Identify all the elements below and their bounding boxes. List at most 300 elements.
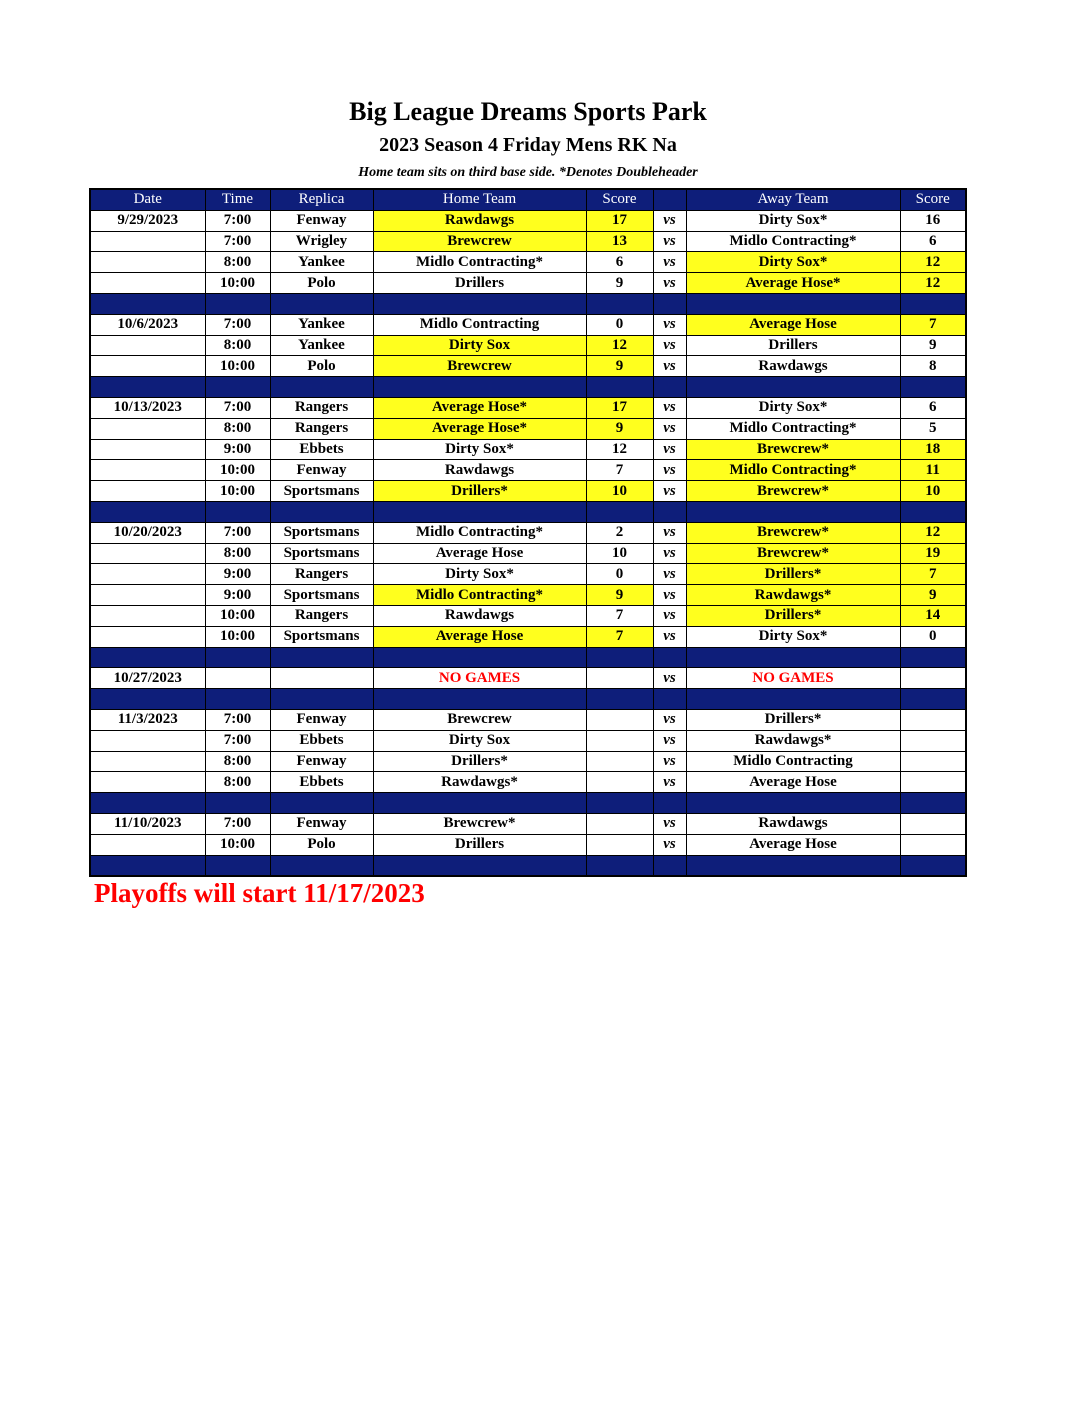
table-row <box>90 439 966 460</box>
home-score-cell: 9 <box>586 356 653 377</box>
home-score-cell: 6 <box>586 252 653 273</box>
vs-cell: vs <box>653 834 686 855</box>
replica-cell: Polo <box>270 273 373 294</box>
home-team-cell: Drillers* <box>373 751 586 772</box>
separator-cell <box>900 647 966 668</box>
away-team-cell: Dirty Sox* <box>686 210 900 231</box>
away-team-cell: Rawdawgs* <box>686 585 900 606</box>
vs-cell: vs <box>653 231 686 252</box>
home-team-cell: Average Hose* <box>373 418 586 439</box>
table-row <box>90 564 966 585</box>
separator-cell <box>205 855 270 876</box>
away-team-cell: NO GAMES <box>686 668 900 689</box>
table-row <box>90 626 966 647</box>
date-cell <box>90 252 205 273</box>
vs-cell: vs <box>653 564 686 585</box>
date-cell: 10/27/2023 <box>90 668 205 689</box>
table-row <box>90 751 966 772</box>
page-subtitle: 2023 Season 4 Friday Mens RK Na <box>379 134 677 156</box>
table-row <box>90 668 966 689</box>
playoffs-notice: Playoffs will start 11/17/2023 <box>94 878 425 908</box>
separator-cell <box>586 501 653 522</box>
separator-cell <box>900 793 966 814</box>
date-cell <box>90 605 205 626</box>
separator-cell <box>373 689 586 710</box>
replica-cell: Rangers <box>270 418 373 439</box>
replica-cell: Wrigley <box>270 231 373 252</box>
separator-cell <box>270 855 373 876</box>
table-row <box>90 605 966 626</box>
home-team-cell: NO GAMES <box>373 668 586 689</box>
table-row <box>90 543 966 564</box>
home-score-cell <box>586 772 653 793</box>
page-title: Big League Dreams Sports Park <box>349 97 707 126</box>
separator-cell <box>686 501 900 522</box>
time-cell: 10:00 <box>205 481 270 502</box>
replica-cell: Fenway <box>270 709 373 730</box>
home-score-cell: 12 <box>586 335 653 356</box>
separator-cell <box>900 377 966 398</box>
replica-cell: Rangers <box>270 605 373 626</box>
replica-cell: Fenway <box>270 460 373 481</box>
separator-cell <box>900 501 966 522</box>
separator-cell <box>205 689 270 710</box>
date-cell <box>90 834 205 855</box>
separator-cell <box>586 855 653 876</box>
table-row <box>90 397 966 418</box>
date-cell: 11/10/2023 <box>90 813 205 834</box>
home-team-cell: Dirty Sox* <box>373 439 586 460</box>
separator-cell <box>686 689 900 710</box>
home-score-cell: 7 <box>586 460 653 481</box>
table-header-row <box>90 189 966 210</box>
vs-cell: vs <box>653 543 686 564</box>
separator-cell <box>686 855 900 876</box>
home-score-cell: 9 <box>586 273 653 294</box>
home-score-cell <box>586 813 653 834</box>
separator-cell <box>270 689 373 710</box>
time-cell: 7:00 <box>205 522 270 543</box>
home-team-cell: Midlo Contracting* <box>373 252 586 273</box>
date-cell <box>90 730 205 751</box>
week-separator <box>90 793 966 814</box>
away-team-cell: Rawdawgs* <box>686 730 900 751</box>
table-row <box>90 460 966 481</box>
replica-cell: Sportsmans <box>270 543 373 564</box>
away-score-cell <box>900 730 966 751</box>
home-team-cell: Drillers <box>373 273 586 294</box>
schedule-table <box>89 188 967 877</box>
schedule-body <box>90 210 966 876</box>
home-score-cell <box>586 668 653 689</box>
away-team-cell: Midlo Contracting* <box>686 418 900 439</box>
week-separator <box>90 689 966 710</box>
week-separator <box>90 855 966 876</box>
table-row <box>90 834 966 855</box>
home-team-cell: Rawdawgs <box>373 605 586 626</box>
table-row <box>90 481 966 502</box>
table-row <box>90 231 966 252</box>
home-score-cell: 7 <box>586 626 653 647</box>
time-cell: 8:00 <box>205 543 270 564</box>
away-score-cell: 9 <box>900 335 966 356</box>
away-score-cell: 8 <box>900 356 966 377</box>
separator-cell <box>205 501 270 522</box>
time-cell: 10:00 <box>205 626 270 647</box>
date-cell <box>90 585 205 606</box>
replica-cell: Fenway <box>270 751 373 772</box>
home-team-cell: Dirty Sox <box>373 730 586 751</box>
home-team-cell: Midlo Contracting* <box>373 585 586 606</box>
home-score-cell: 17 <box>586 397 653 418</box>
table-row <box>90 813 966 834</box>
away-team-cell: Rawdawgs <box>686 356 900 377</box>
away-score-cell: 18 <box>900 439 966 460</box>
vs-cell: vs <box>653 397 686 418</box>
away-team-cell: Midlo Contracting <box>686 751 900 772</box>
home-team-cell: Drillers* <box>373 481 586 502</box>
away-score-cell: 14 <box>900 605 966 626</box>
separator-cell <box>90 689 205 710</box>
separator-cell <box>653 377 686 398</box>
away-team-cell: Average Hose <box>686 834 900 855</box>
col-away-team: Away Team <box>686 189 900 210</box>
separator-cell <box>586 793 653 814</box>
col-date: Date <box>90 189 205 210</box>
separator-cell <box>900 855 966 876</box>
away-team-cell: Drillers* <box>686 605 900 626</box>
separator-cell <box>270 501 373 522</box>
time-cell: 10:00 <box>205 605 270 626</box>
time-cell: 7:00 <box>205 813 270 834</box>
week-separator <box>90 377 966 398</box>
home-score-cell: 0 <box>586 314 653 335</box>
home-team-cell: Dirty Sox <box>373 335 586 356</box>
home-team-cell: Average Hose <box>373 626 586 647</box>
time-cell: 8:00 <box>205 335 270 356</box>
vs-cell: vs <box>653 709 686 730</box>
week-separator <box>90 293 966 314</box>
away-score-cell: 12 <box>900 252 966 273</box>
separator-cell <box>653 647 686 668</box>
separator-cell <box>900 689 966 710</box>
date-cell <box>90 231 205 252</box>
date-cell: 9/29/2023 <box>90 210 205 231</box>
time-cell: 8:00 <box>205 751 270 772</box>
table-row <box>90 418 966 439</box>
time-cell: 7:00 <box>205 314 270 335</box>
separator-cell <box>653 293 686 314</box>
replica-cell: Sportsmans <box>270 522 373 543</box>
away-team-cell: Brewcrew* <box>686 543 900 564</box>
home-team-cell: Brewcrew <box>373 231 586 252</box>
vs-cell: vs <box>653 356 686 377</box>
date-cell <box>90 356 205 377</box>
date-cell: 11/3/2023 <box>90 709 205 730</box>
home-team-cell: Midlo Contracting* <box>373 522 586 543</box>
table-row <box>90 709 966 730</box>
away-score-cell: 7 <box>900 564 966 585</box>
separator-cell <box>373 377 586 398</box>
home-team-cell: Average Hose <box>373 543 586 564</box>
home-team-cell: Rawdawgs <box>373 460 586 481</box>
home-score-cell: 0 <box>586 564 653 585</box>
separator-cell <box>653 793 686 814</box>
time-cell: 8:00 <box>205 772 270 793</box>
separator-cell <box>653 689 686 710</box>
table-row <box>90 252 966 273</box>
away-score-cell: 9 <box>900 585 966 606</box>
home-score-cell: 7 <box>586 605 653 626</box>
replica-cell: Fenway <box>270 210 373 231</box>
replica-cell: Sportsmans <box>270 626 373 647</box>
week-separator <box>90 647 966 668</box>
vs-cell: vs <box>653 460 686 481</box>
vs-cell: vs <box>653 626 686 647</box>
vs-cell: vs <box>653 668 686 689</box>
away-team-cell: Midlo Contracting* <box>686 460 900 481</box>
away-team-cell: Dirty Sox* <box>686 626 900 647</box>
separator-cell <box>270 793 373 814</box>
replica-cell: Polo <box>270 356 373 377</box>
col-away-score: Score <box>900 189 966 210</box>
table-row <box>90 335 966 356</box>
separator-cell <box>586 293 653 314</box>
separator-cell <box>686 793 900 814</box>
time-cell: 10:00 <box>205 273 270 294</box>
away-score-cell: 7 <box>900 314 966 335</box>
date-cell <box>90 439 205 460</box>
home-score-cell: 10 <box>586 481 653 502</box>
replica-cell: Yankee <box>270 252 373 273</box>
date-cell <box>90 564 205 585</box>
table-row <box>90 356 966 377</box>
home-team-cell: Average Hose* <box>373 397 586 418</box>
away-team-cell: Average Hose <box>686 772 900 793</box>
vs-cell: vs <box>653 252 686 273</box>
away-team-cell: Drillers <box>686 335 900 356</box>
separator-cell <box>373 855 586 876</box>
away-team-cell: Dirty Sox* <box>686 397 900 418</box>
home-team-cell: Brewcrew <box>373 709 586 730</box>
home-team-cell: Brewcrew* <box>373 813 586 834</box>
separator-cell <box>90 855 205 876</box>
away-score-cell: 10 <box>900 481 966 502</box>
vs-cell: vs <box>653 314 686 335</box>
date-cell: 10/6/2023 <box>90 314 205 335</box>
time-cell: 10:00 <box>205 460 270 481</box>
replica-cell: Yankee <box>270 314 373 335</box>
away-team-cell: Average Hose* <box>686 273 900 294</box>
separator-cell <box>686 647 900 668</box>
vs-cell: vs <box>653 813 686 834</box>
separator-cell <box>90 293 205 314</box>
date-cell <box>90 273 205 294</box>
replica-cell: Yankee <box>270 335 373 356</box>
home-score-cell: 10 <box>586 543 653 564</box>
away-score-cell <box>900 709 966 730</box>
away-team-cell: Brewcrew* <box>686 439 900 460</box>
away-score-cell <box>900 668 966 689</box>
vs-cell: vs <box>653 585 686 606</box>
separator-cell <box>373 793 586 814</box>
replica-cell: Ebbets <box>270 730 373 751</box>
home-score-cell: 9 <box>586 585 653 606</box>
vs-cell: vs <box>653 273 686 294</box>
separator-cell <box>205 647 270 668</box>
date-cell <box>90 418 205 439</box>
separator-cell <box>90 501 205 522</box>
table-row <box>90 210 966 231</box>
away-score-cell: 0 <box>900 626 966 647</box>
home-score-cell: 13 <box>586 231 653 252</box>
time-cell <box>205 668 270 689</box>
vs-cell: vs <box>653 730 686 751</box>
separator-cell <box>586 689 653 710</box>
vs-cell: vs <box>653 605 686 626</box>
time-cell: 8:00 <box>205 252 270 273</box>
away-score-cell: 11 <box>900 460 966 481</box>
table-row <box>90 772 966 793</box>
away-score-cell: 6 <box>900 397 966 418</box>
col-replica: Replica <box>270 189 373 210</box>
replica-cell <box>270 668 373 689</box>
vs-cell: vs <box>653 772 686 793</box>
separator-cell <box>90 377 205 398</box>
away-team-cell: Average Hose <box>686 314 900 335</box>
date-cell <box>90 751 205 772</box>
table-row <box>90 522 966 543</box>
date-cell: 10/20/2023 <box>90 522 205 543</box>
time-cell: 8:00 <box>205 418 270 439</box>
table-row <box>90 585 966 606</box>
vs-cell: vs <box>653 210 686 231</box>
replica-cell: Sportsmans <box>270 481 373 502</box>
away-team-cell: Midlo Contracting* <box>686 231 900 252</box>
away-score-cell: 5 <box>900 418 966 439</box>
vs-cell: vs <box>653 481 686 502</box>
away-score-cell: 12 <box>900 522 966 543</box>
away-score-cell <box>900 751 966 772</box>
date-cell <box>90 543 205 564</box>
col-time: Time <box>205 189 270 210</box>
home-score-cell: 9 <box>586 418 653 439</box>
separator-cell <box>90 647 205 668</box>
col-home-team: Home Team <box>373 189 586 210</box>
away-team-cell: Rawdawgs <box>686 813 900 834</box>
date-cell <box>90 335 205 356</box>
vs-cell: vs <box>653 522 686 543</box>
away-team-cell: Brewcrew* <box>686 522 900 543</box>
date-cell <box>90 460 205 481</box>
separator-cell <box>373 501 586 522</box>
separator-cell <box>900 293 966 314</box>
separator-cell <box>586 377 653 398</box>
away-score-cell: 12 <box>900 273 966 294</box>
away-score-cell <box>900 772 966 793</box>
separator-cell <box>205 793 270 814</box>
home-score-cell: 17 <box>586 210 653 231</box>
separator-cell <box>373 293 586 314</box>
away-team-cell: Dirty Sox* <box>686 252 900 273</box>
replica-cell: Ebbets <box>270 439 373 460</box>
replica-cell: Rangers <box>270 564 373 585</box>
col-home-score: Score <box>586 189 653 210</box>
time-cell: 9:00 <box>205 439 270 460</box>
home-score-cell <box>586 730 653 751</box>
date-cell: 10/13/2023 <box>90 397 205 418</box>
away-score-cell <box>900 834 966 855</box>
separator-cell <box>270 293 373 314</box>
vs-cell: vs <box>653 335 686 356</box>
away-score-cell: 6 <box>900 231 966 252</box>
separator-cell <box>270 377 373 398</box>
replica-cell: Rangers <box>270 397 373 418</box>
week-separator <box>90 501 966 522</box>
date-cell <box>90 772 205 793</box>
separator-cell <box>205 377 270 398</box>
away-score-cell <box>900 813 966 834</box>
separator-cell <box>373 647 586 668</box>
time-cell: 7:00 <box>205 709 270 730</box>
vs-cell: vs <box>653 418 686 439</box>
separator-cell <box>205 293 270 314</box>
date-cell <box>90 481 205 502</box>
table-row <box>90 314 966 335</box>
date-cell <box>90 626 205 647</box>
vs-cell: vs <box>653 751 686 772</box>
table-row <box>90 730 966 751</box>
separator-cell <box>686 293 900 314</box>
away-score-cell: 16 <box>900 210 966 231</box>
away-team-cell: Drillers* <box>686 564 900 585</box>
home-score-cell: 12 <box>586 439 653 460</box>
time-cell: 7:00 <box>205 730 270 751</box>
time-cell: 10:00 <box>205 834 270 855</box>
time-cell: 10:00 <box>205 356 270 377</box>
separator-cell <box>686 377 900 398</box>
vs-cell: vs <box>653 439 686 460</box>
time-cell: 9:00 <box>205 585 270 606</box>
away-score-cell: 19 <box>900 543 966 564</box>
home-score-cell <box>586 709 653 730</box>
replica-cell: Ebbets <box>270 772 373 793</box>
time-cell: 7:00 <box>205 231 270 252</box>
away-team-cell: Drillers* <box>686 709 900 730</box>
separator-cell <box>90 793 205 814</box>
time-cell: 7:00 <box>205 397 270 418</box>
home-team-cell: Rawdawgs <box>373 210 586 231</box>
separator-cell <box>653 855 686 876</box>
away-team-cell: Brewcrew* <box>686 481 900 502</box>
home-team-cell: Brewcrew <box>373 356 586 377</box>
table-row <box>90 273 966 294</box>
home-score-cell <box>586 751 653 772</box>
home-team-cell: Dirty Sox* <box>373 564 586 585</box>
replica-cell: Sportsmans <box>270 585 373 606</box>
separator-cell <box>586 647 653 668</box>
home-score-cell: 2 <box>586 522 653 543</box>
home-team-cell: Rawdawgs* <box>373 772 586 793</box>
separator-cell <box>653 501 686 522</box>
schedule-note: Home team sits on third base side. *Denotes Doubleheader <box>358 165 698 180</box>
home-team-cell: Midlo Contracting <box>373 314 586 335</box>
separator-cell <box>270 647 373 668</box>
replica-cell: Polo <box>270 834 373 855</box>
home-team-cell: Drillers <box>373 834 586 855</box>
time-cell: 7:00 <box>205 210 270 231</box>
col-vs <box>653 189 686 210</box>
